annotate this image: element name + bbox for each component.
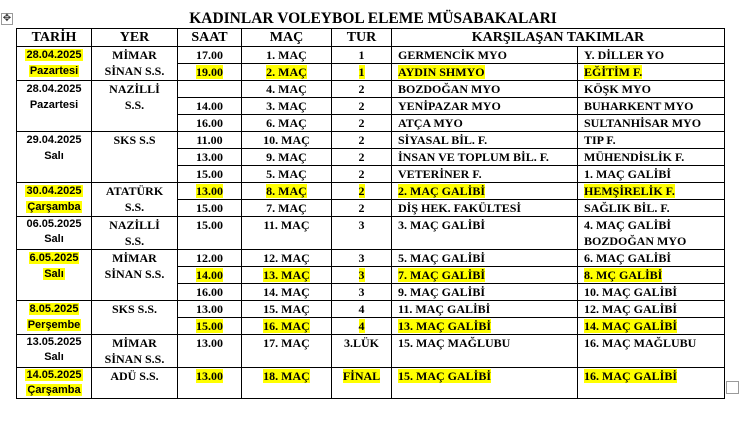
time-cell-text: 15.00 (196, 201, 223, 215)
team1-cell-text: 3. MAÇ GALİBİ (398, 218, 486, 232)
team2-cell-text: 16. MAÇ MAĞLUBU (584, 336, 697, 350)
match-cell (242, 301, 332, 318)
round-cell (332, 200, 392, 217)
team1-cell-text: YENİPAZAR MYO (398, 99, 501, 113)
date-text: 28.04.2025 (26, 83, 82, 95)
time-cell-highlight: 19.00 (196, 65, 223, 79)
date-line (17, 47, 91, 63)
match-cell-text: 6. MAÇ (266, 116, 307, 130)
team1-cell (392, 47, 578, 64)
round-cell-text: 3 (358, 251, 365, 265)
match-cell (242, 318, 332, 335)
venue-line: SKS S.S (113, 133, 156, 147)
date-cell (17, 183, 92, 217)
venue-line: SİNAN S.S. (104, 64, 165, 78)
team1-cell (392, 149, 578, 166)
team2-cell (578, 217, 725, 250)
round-cell-text: 2 (358, 116, 365, 130)
table-row (17, 250, 725, 267)
match-schedule-table (16, 28, 725, 399)
venue-line: SKS S.S. (111, 302, 158, 316)
weekday-text: Pazartesi (29, 99, 79, 111)
team2-cell-text: TIP F. (584, 133, 616, 147)
header-mac: MAÇ (242, 29, 332, 47)
team2-cell-text: SAĞLIK BİL. F. (584, 201, 670, 215)
team1-cell-text: ATÇA MYO (398, 116, 463, 130)
table-row (17, 217, 725, 250)
table-row (17, 183, 725, 200)
team2-extra-text: BOZDOĞAN MYO (584, 234, 687, 248)
date-cell (17, 132, 92, 183)
team2-cell (578, 284, 725, 301)
match-cell (242, 149, 332, 166)
team2-cell (578, 149, 725, 166)
time-cell (178, 166, 242, 183)
time-cell (178, 149, 242, 166)
team1-cell-text: SİYASAL BİL. F. (398, 133, 488, 147)
team1-cell (392, 335, 578, 368)
date-highlight (25, 369, 82, 381)
match-cell (242, 183, 332, 200)
date-text: 14.05.2025 (26, 369, 82, 381)
weekday-line (17, 266, 91, 282)
time-cell-text: 11.00 (196, 133, 223, 147)
match-cell-highlight: 8. MAÇ (266, 184, 307, 198)
venue-line: SİNAN S.S. (104, 267, 165, 281)
weekday-line (17, 199, 91, 215)
round-cell (332, 166, 392, 183)
time-cell (178, 132, 242, 149)
team1-cell-highlight: 2. MAÇ GALİBİ (398, 184, 486, 198)
header-karsilasan: KARŞILAŞAN TAKIMLAR (392, 29, 725, 47)
weekday-text: Salı (44, 233, 64, 245)
match-cell-highlight: 18. MAÇ (263, 369, 310, 383)
round-cell-text: 3.LÜK (343, 336, 379, 350)
match-cell (242, 200, 332, 217)
team2-cell (578, 368, 725, 399)
schedule-body (17, 47, 725, 399)
match-cell-text: 4. MAÇ (266, 82, 307, 96)
date-block (17, 47, 91, 79)
match-cell-text: 10. MAÇ (263, 133, 310, 147)
time-cell (178, 284, 242, 301)
time-cell (178, 301, 242, 318)
time-cell (178, 335, 242, 368)
match-cell (242, 47, 332, 64)
weekday-text: Perşembe (27, 319, 81, 331)
match-cell (242, 368, 332, 399)
date-text: 6.05.2025 (29, 252, 79, 264)
team1-cell-highlight: 15. MAÇ GALİBİ (398, 369, 492, 383)
time-cell (178, 217, 242, 250)
weekday-text: Çarşamba (27, 201, 81, 213)
round-cell-text: 2 (358, 201, 365, 215)
team2-cell-text: 6. MAÇ GALİBİ (584, 251, 672, 265)
team2-cell (578, 166, 725, 183)
team2-cell (578, 47, 725, 64)
round-cell (332, 250, 392, 267)
date-line (17, 301, 91, 317)
header-tarih: TARİH (17, 29, 92, 47)
time-cell (178, 318, 242, 335)
team1-cell (392, 132, 578, 149)
team2-cell-text: Y. DİLLER YO (584, 48, 665, 62)
team1-cell (392, 81, 578, 98)
match-cell (242, 115, 332, 132)
round-cell (332, 47, 392, 64)
round-cell (332, 183, 392, 200)
round-cell-highlight: 1 (358, 65, 365, 79)
time-cell-text: 15.00 (196, 167, 223, 181)
weekday-line (17, 63, 91, 79)
date-block (17, 250, 91, 282)
venue-line: ADÜ S.S. (110, 369, 159, 383)
date-highlight (25, 185, 82, 197)
match-cell-highlight: 2. MAÇ (266, 65, 307, 79)
round-cell-text: 3 (358, 285, 365, 299)
table-row (17, 301, 725, 318)
team2-cell (578, 115, 725, 132)
team1-cell (392, 301, 578, 318)
time-cell-highlight: 13.00 (196, 184, 223, 198)
time-cell-text: 17.00 (196, 48, 223, 62)
round-cell-text: 3 (358, 218, 365, 232)
weekday-highlight (26, 201, 81, 213)
date-cell (17, 81, 92, 132)
team2-cell (578, 132, 725, 149)
team1-cell (392, 368, 578, 399)
venue-line: ATATÜRK (105, 184, 164, 198)
venue-line: S.S. (124, 200, 145, 214)
match-cell-text: 11. MAÇ (263, 218, 310, 232)
match-cell-text: 9. MAÇ (266, 150, 307, 164)
team2-cell-text: BUHARKENT MYO (584, 99, 694, 113)
date-cell (17, 217, 92, 250)
date-cell (17, 250, 92, 301)
time-cell-highlight: 13.00 (196, 369, 223, 383)
date-block (17, 368, 91, 398)
time-cell (178, 98, 242, 115)
time-cell (178, 64, 242, 81)
time-cell-text: 12.00 (196, 251, 223, 265)
team2-cell-highlight: 16. MAÇ GALİBİ (584, 369, 678, 383)
date-block (17, 183, 91, 215)
time-cell (178, 183, 242, 200)
weekday-text: Salı (44, 268, 64, 280)
venue-cell (92, 301, 178, 335)
team1-cell-highlight: AYDIN SHMYO (398, 65, 485, 79)
team1-cell-text: DİŞ HEK. FAKÜLTESİ (398, 201, 522, 215)
team2-cell (578, 183, 725, 200)
round-cell (332, 81, 392, 98)
time-cell-text: 13.00 (196, 150, 223, 164)
round-cell-text: 2 (358, 133, 365, 147)
round-cell (332, 318, 392, 335)
match-cell-text: 12. MAÇ (263, 251, 310, 265)
match-cell (242, 217, 332, 250)
time-cell-text: 16.00 (196, 116, 223, 130)
date-cell (17, 335, 92, 368)
date-line (17, 368, 91, 383)
match-cell (242, 284, 332, 301)
table-move-handle-icon[interactable]: ✥ (2, 13, 12, 24)
team2-cell-highlight: 14. MAÇ GALİBİ (584, 319, 678, 333)
team1-cell (392, 250, 578, 267)
team2-cell (578, 98, 725, 115)
round-cell (332, 301, 392, 318)
round-cell-highlight: FİNAL (342, 369, 381, 383)
round-cell (332, 284, 392, 301)
venue-line: NAZİLLİ (109, 82, 160, 96)
venue-cell (92, 217, 178, 250)
team1-cell (392, 267, 578, 284)
date-text: 29.04.2025 (26, 134, 82, 146)
match-cell-highlight: 13. MAÇ (263, 268, 310, 282)
date-cell (17, 47, 92, 81)
match-cell-text: 7. MAÇ (266, 201, 307, 215)
team2-cell (578, 250, 725, 267)
date-text: 13.05.2025 (26, 336, 82, 348)
round-cell (332, 267, 392, 284)
team1-cell-text: 5. MAÇ GALİBİ (398, 251, 486, 265)
match-cell-text: 17. MAÇ (263, 336, 310, 350)
venue-line: NAZİLLİ (109, 218, 160, 232)
time-cell-text: 16.00 (196, 285, 223, 299)
round-cell-highlight: 2 (358, 184, 365, 198)
time-cell (178, 81, 242, 98)
team2-cell-highlight: HEMŞİRELİK F. (584, 184, 675, 198)
venue-cell (92, 132, 178, 183)
venue-cell (92, 81, 178, 132)
team2-cell-highlight: EĞİTİM F. (584, 65, 643, 79)
date-text: 28.04.2025 (26, 49, 82, 61)
match-cell (242, 166, 332, 183)
round-cell-text: 2 (358, 82, 365, 96)
table-row (17, 368, 725, 399)
team1-cell (392, 183, 578, 200)
weekday-text: Pazartesi (29, 65, 79, 77)
venue-cell (92, 335, 178, 368)
team1-cell-text: İNSAN VE TOPLUM BİL. F. (398, 150, 549, 164)
date-text: 8.05.2025 (29, 303, 79, 315)
round-cell-text: 1 (358, 48, 365, 62)
round-cell (332, 98, 392, 115)
team1-cell (392, 200, 578, 217)
team2-cell-text: 4. MAÇ GALİBİ (584, 218, 672, 232)
date-line (17, 250, 91, 266)
date-highlight (29, 303, 80, 315)
match-cell-text: 15. MAÇ (263, 302, 310, 316)
time-cell (178, 115, 242, 132)
date-line (17, 183, 91, 199)
time-cell-highlight: 15.00 (196, 319, 223, 333)
date-cell (17, 368, 92, 399)
team2-cell (578, 335, 725, 368)
team1-cell (392, 115, 578, 132)
round-cell-highlight: 4 (358, 319, 365, 333)
header-saat: SAAT (178, 29, 242, 47)
venue-line: SİNAN S.S. (104, 352, 165, 366)
round-cell-text: 2 (358, 150, 365, 164)
round-cell-text: 4 (358, 302, 365, 316)
weekday-highlight (43, 268, 65, 280)
page-title: KADINLAR VOLEYBOL ELEME MÜSABAKALARI (189, 10, 557, 27)
team2-cell (578, 318, 725, 335)
team1-cell (392, 98, 578, 115)
team2-cell (578, 64, 725, 81)
date-text: 06.05.2025 (26, 218, 82, 230)
round-cell (332, 132, 392, 149)
team1-cell (392, 217, 578, 250)
time-cell (178, 200, 242, 217)
round-cell (332, 115, 392, 132)
team2-cell (578, 81, 725, 98)
weekday-text: Salı (44, 351, 64, 363)
round-cell (332, 335, 392, 368)
time-cell (178, 250, 242, 267)
match-cell (242, 267, 332, 284)
team1-cell-text: 15. MAÇ MAĞLUBU (398, 336, 511, 350)
team1-cell-text: 11. MAÇ GALİBİ (398, 302, 491, 316)
team1-cell-highlight: 13. MAÇ GALİBİ (398, 319, 492, 333)
venue-line: MİMAR (112, 48, 157, 62)
weekday-line (17, 383, 91, 398)
time-cell (178, 47, 242, 64)
team2-cell-text: 1. MAÇ GALİBİ (584, 167, 672, 181)
team2-cell-highlight: 8. MÇ GALİBİ (584, 268, 663, 282)
match-cell (242, 250, 332, 267)
team2-cell (578, 301, 725, 318)
team2-cell-text: MÜHENDİSLİK F. (584, 150, 685, 164)
round-cell (332, 64, 392, 81)
time-cell-text: 15.00 (196, 218, 223, 232)
match-cell (242, 132, 332, 149)
header-yer: YER (92, 29, 178, 47)
venue-line: MİMAR (112, 336, 157, 350)
table-row (17, 81, 725, 98)
time-cell-highlight: 14.00 (196, 268, 223, 282)
table-row (17, 132, 725, 149)
weekday-highlight (27, 319, 82, 331)
venue-cell (92, 47, 178, 81)
time-cell (178, 267, 242, 284)
weekday-text: Çarşamba (27, 384, 81, 396)
team2-cell (578, 267, 725, 284)
weekday-highlight (29, 65, 79, 77)
time-cell-text: 14.00 (196, 99, 223, 113)
team1-cell (392, 64, 578, 81)
date-text: 30.04.2025 (26, 185, 82, 197)
venue-cell (92, 183, 178, 217)
time-cell (178, 368, 242, 399)
weekday-line (17, 317, 91, 333)
team1-cell-highlight: 7. MAÇ GALİBİ (398, 268, 486, 282)
weekday-highlight (26, 384, 81, 396)
team1-cell-text: VETERİNER F. (398, 167, 482, 181)
date-highlight (25, 49, 82, 61)
match-cell-text: 5. MAÇ (266, 167, 307, 181)
venue-line: MİMAR (112, 251, 157, 265)
team1-cell (392, 284, 578, 301)
round-cell-text: 2 (358, 99, 365, 113)
date-cell (17, 301, 92, 335)
end-of-cell-marker-icon (726, 381, 739, 394)
team1-cell-text: BOZDOĞAN MYO (398, 82, 501, 96)
round-cell-text: 2 (358, 167, 365, 181)
round-cell (332, 217, 392, 250)
team1-cell-text: 9. MAÇ GALİBİ (398, 285, 486, 299)
team2-cell (578, 200, 725, 217)
match-cell (242, 335, 332, 368)
table-row (17, 335, 725, 368)
round-cell (332, 368, 392, 399)
weekday-text: Salı (44, 150, 64, 162)
match-cell (242, 81, 332, 98)
match-cell-text: 14. MAÇ (263, 285, 310, 299)
team1-cell-text: GERMENCİK MYO (398, 48, 507, 62)
match-cell (242, 98, 332, 115)
header-tur: TUR (332, 29, 392, 47)
venue-cell (92, 368, 178, 399)
team2-cell-text: 12. MAÇ GALİBİ (584, 302, 678, 316)
team2-cell-text: 10. MAÇ GALİBİ (584, 285, 678, 299)
team1-cell (392, 318, 578, 335)
venue-line: S.S. (124, 234, 145, 248)
match-cell-text: 3. MAÇ (266, 99, 307, 113)
date-block (17, 301, 91, 333)
header-row (17, 29, 725, 47)
match-cell (242, 64, 332, 81)
time-cell-text: 13.00 (196, 302, 223, 316)
table-row (17, 47, 725, 64)
venue-cell (92, 250, 178, 301)
match-cell-highlight: 16. MAÇ (263, 319, 310, 333)
team2-cell-text: KÖŞK MYO (584, 82, 652, 96)
round-cell (332, 149, 392, 166)
time-cell-text: 13.00 (196, 336, 223, 350)
team1-cell (392, 166, 578, 183)
venue-line: S.S. (124, 98, 145, 112)
round-cell-highlight: 3 (358, 268, 365, 282)
date-highlight (29, 252, 80, 264)
team2-cell-text: SULTANHİSAR MYO (584, 116, 702, 130)
match-cell-text: 1. MAÇ (266, 48, 307, 62)
